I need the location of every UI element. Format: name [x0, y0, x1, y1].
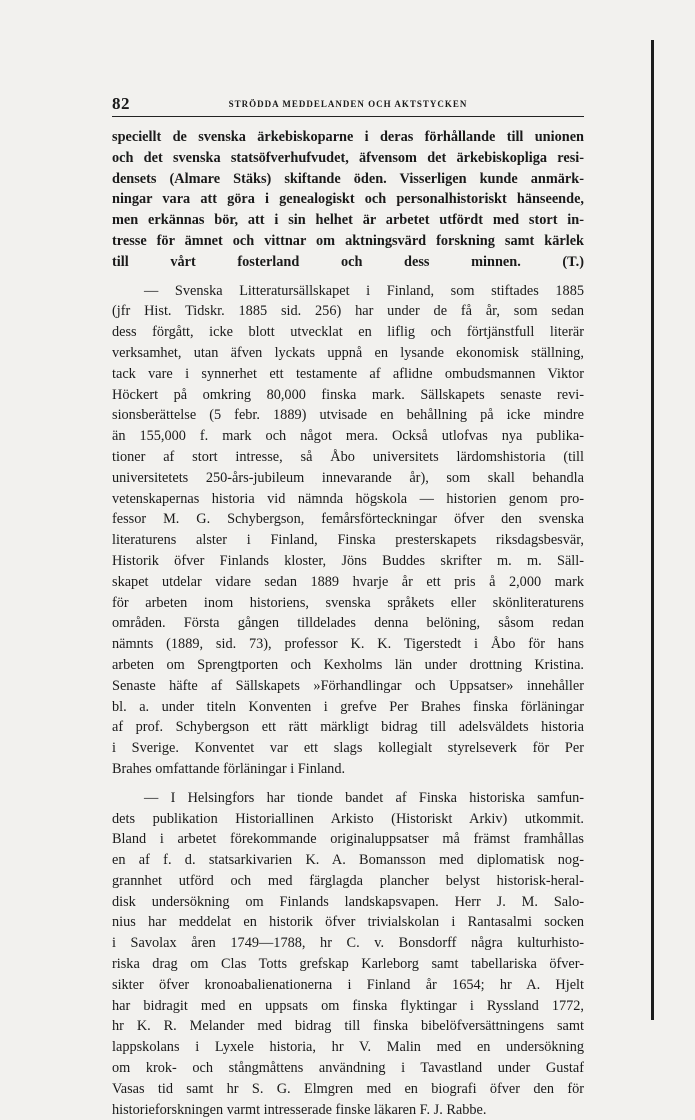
- text-line: disk undersökning om Finlands landskapsvapen. Herr J. M. Salo-: [112, 893, 584, 910]
- text-line: grannhet utförd och med färglagda plancher belyst historisk-heral-: [112, 872, 584, 889]
- text-line: nius har meddelat en historik öfver trivialskolan i Rantasalmi socken: [112, 914, 584, 931]
- text-line: vetenskapernas historia vid nämnda högskola — historien genom pro-: [112, 490, 584, 507]
- scan-border-line: [651, 40, 654, 1020]
- text-line: en af f. d. statsarkivarien K. A. Bomansson med diplomatisk nog-: [112, 852, 584, 869]
- text-line: områden. Första gången tilldelades denna belöning, såsom redan: [112, 615, 584, 632]
- text-line: af prof. Schybergson ett rätt märkligt bidrag till adelsväldets historia: [112, 719, 584, 736]
- paragraph: [112, 127, 584, 273]
- text-line: tack vare i synnerhet ett testamente af aflidne ombudsmannen Viktor: [112, 365, 584, 382]
- text-line: tioner af stort intresse, så Åbo universitets lärdomshistoria (till: [112, 448, 584, 465]
- body-text: [112, 127, 584, 1120]
- text-line: literaturens alster i Finland, Finska presterskapets riksdagsbesvär,: [112, 532, 584, 549]
- text-line: Höckert på omkring 80,000 finska mark. Sällskapets senaste revi-: [112, 386, 584, 403]
- text-line: Senaste häfte af Sällskapets »Förhandlingar och Uppsatser» innehåller: [112, 677, 584, 694]
- text-line: bl. a. under titeln Konventen i grefve Per Brahes finska förläningar: [112, 698, 584, 715]
- text-line: Brahes omfattande förläningar i Finland.: [112, 760, 346, 777]
- text-line: än 155,000 f. mark och något mera. Också utlofvas nya publika-: [112, 428, 584, 445]
- text-line: historieforskningen varmt intresserade finske läkaren F. J. Rabbe.: [112, 1101, 487, 1118]
- text-line: verksamhet, utan äfven lyckats uppnå en lysande ekonomisk ställning,: [112, 344, 584, 361]
- text-line: riska drag om Clas Totts grefskap Karleborg samt tabellariska öfver-: [112, 956, 584, 973]
- text-line: har bidragit med en uppsats om finska flyktingar i Ryssland 1772,: [112, 997, 584, 1014]
- text-line: sionsberättelse (5 febr. 1889) utvisade en behållning på icke mindre: [112, 407, 584, 424]
- text-line: för arbeten inom historiens, svenska språkets eller skönliteraturens: [112, 594, 584, 611]
- text-line: (jfr Hist. Tidskr. 1885 sid. 256) har under de få år, som sedan: [112, 303, 584, 320]
- text-line: i Sverige. Konventet var ett slags kollegialt styrelseverk för Per: [112, 740, 584, 757]
- text-line: dets publikation Historiallinen Arkisto (Historiskt Arkiv) utkommit.: [112, 810, 584, 827]
- text-line: universitetets 250-års-jubileum innevarande år), som skall behandla: [112, 469, 584, 486]
- text-line: i Savolax åren 1749—1788, hr C. v. Bonsdorff några kulturhisto-: [112, 935, 584, 952]
- text-line: tresse för ämnet och vittnar om aktningsvärd forskning samt kärlek: [112, 232, 584, 249]
- text-line: Bland i arbetet förekommande originaluppsatser må främst framhållas: [112, 831, 584, 848]
- text-line: till vårt fosterland och dess minnen. (T.): [112, 253, 584, 270]
- paragraph-gap: [112, 273, 584, 281]
- text-line: speciellt de svenska ärkebiskoparne i deras förhållande till unionen: [112, 129, 584, 145]
- running-title: STRÖDDA MEDDELANDEN OCH AKTSTYCKEN: [228, 99, 468, 109]
- page-header: [112, 94, 584, 117]
- text-line: om krok- och stångmåttens användning i Tavastland under Gustaf: [112, 1060, 584, 1077]
- text-line: skapet utdelar vidare sedan 1889 hvarje år ett pris å 2,000 mark: [112, 573, 584, 590]
- text-line: hr K. R. Melander med bidrag till finska bibelöfversättningens samt: [112, 1018, 584, 1035]
- page-number: 82: [112, 94, 130, 113]
- paragraph-gap: [112, 780, 584, 788]
- text-line: nämnts (1889, sid. 73), professor K. K. Tigerstedt i Åbo för hans: [112, 636, 584, 653]
- text-line: Historik öfver Finlands kloster, Jöns Buddes skrifter m. m. Säll-: [112, 552, 584, 569]
- text-line: — Svenska Litteratursällskapet i Finland, som stiftades 1885: [144, 282, 584, 299]
- text-line: lappskolans i Lyxele historia, hr V. Malin med en undersökning: [112, 1039, 584, 1056]
- text-line: fessor M. G. Schybergson, femårsförteckningar öfver den svenska: [112, 511, 584, 528]
- text-line: arbeten om Sprengtporten och Kexholms län under drottning Kristina.: [112, 656, 584, 673]
- paragraph: [112, 788, 584, 1120]
- paragraph: [112, 281, 584, 780]
- text-line: ningar vara att göra i genealogiskt och personalhistoriskt hänseende,: [112, 191, 584, 208]
- text-line: Vasas tid samt hr S. G. Elmgren med en biografi öfver den för: [112, 1080, 584, 1097]
- text-line: sikter öfver kronoabalienationerna i Finland år 1654; hr A. Hjelt: [112, 976, 584, 993]
- text-line: men erkännas bör, att i sin helhet är arbetet utfördt med stort in-: [112, 212, 584, 229]
- text-line: och det svenska statsöfverhufvudet, äfvensom det ärkebiskopliga resi-: [112, 149, 584, 166]
- page: [112, 94, 584, 1120]
- text-line: dess förgått, icke blott utvecklat en liflig och förtjänstfull literär: [112, 324, 584, 341]
- text-line: — I Helsingfors har tionde bandet af Finska historiska samfun-: [144, 789, 584, 806]
- text-line: densets (Almare Stäks) skiftande öden. Visserligen kunde anmärk-: [112, 170, 584, 187]
